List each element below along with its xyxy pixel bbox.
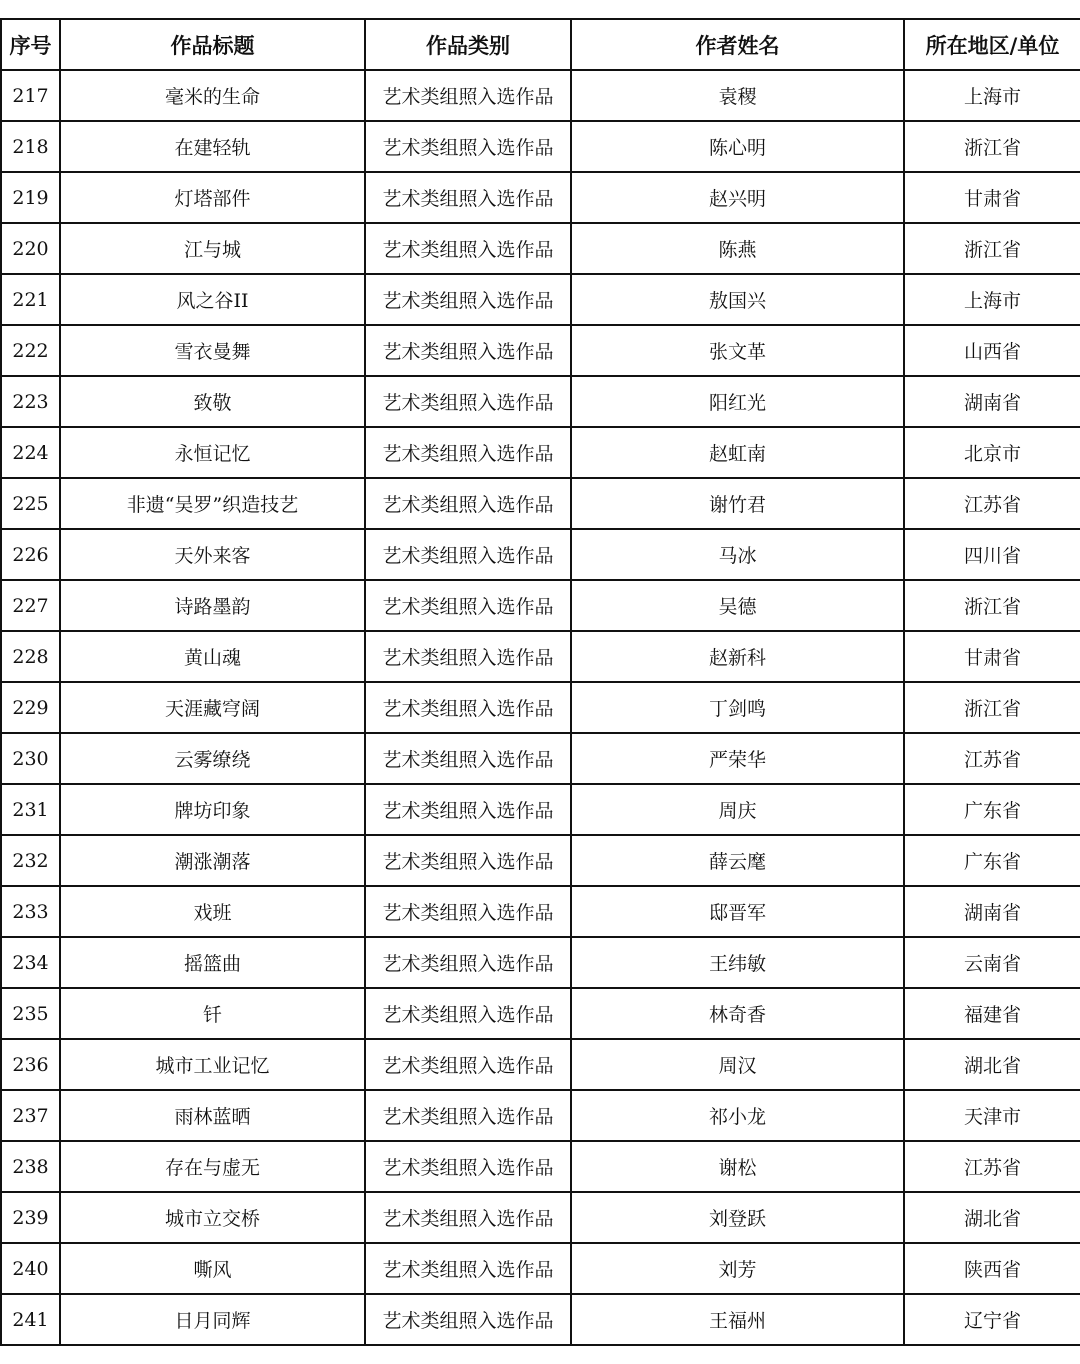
- cell-author: 敖国兴: [571, 274, 904, 325]
- cell-region: 广东省: [904, 784, 1080, 835]
- table-row: [1, 172, 1080, 223]
- cell-title: 存在与虚无: [60, 1141, 365, 1192]
- cell-region: 湖北省: [904, 1192, 1080, 1243]
- table-row: [1, 733, 1080, 784]
- cell-category: 艺术类组照入选作品: [365, 1039, 571, 1090]
- cell-region: 甘肃省: [904, 172, 1080, 223]
- cell-author: 谢松: [571, 1141, 904, 1192]
- table-row: [1, 1141, 1080, 1192]
- cell-author: 邸晋军: [571, 886, 904, 937]
- cell-title: 日月同辉: [60, 1294, 365, 1345]
- cell-title: 天涯藏穹阔: [60, 682, 365, 733]
- cell-category: 艺术类组照入选作品: [365, 682, 571, 733]
- cell-title: 在建轻轨: [60, 121, 365, 172]
- table-row: [1, 682, 1080, 733]
- cell-index: 224: [1, 427, 60, 478]
- cell-category: 艺术类组照入选作品: [365, 427, 571, 478]
- table-row: [1, 223, 1080, 274]
- cell-region: 天津市: [904, 1090, 1080, 1141]
- table-row: [1, 70, 1080, 121]
- cell-author: 阳红光: [571, 376, 904, 427]
- cell-title: 戏班: [60, 886, 365, 937]
- cell-region: 云南省: [904, 937, 1080, 988]
- cell-region: 四川省: [904, 529, 1080, 580]
- table-row: [1, 274, 1080, 325]
- cell-category: 艺术类组照入选作品: [365, 784, 571, 835]
- table-row: [1, 529, 1080, 580]
- cell-title: 灯塔部件: [60, 172, 365, 223]
- table-row: [1, 1243, 1080, 1294]
- cell-title: 雪衣曼舞: [60, 325, 365, 376]
- cell-category: 艺术类组照入选作品: [365, 478, 571, 529]
- header-region: 所在地区/单位: [904, 19, 1080, 70]
- table-row: [1, 784, 1080, 835]
- cell-author: 严荣华: [571, 733, 904, 784]
- cell-author: 袁稷: [571, 70, 904, 121]
- cell-category: 艺术类组照入选作品: [365, 937, 571, 988]
- cell-category: 艺术类组照入选作品: [365, 1243, 571, 1294]
- cell-region: 广东省: [904, 835, 1080, 886]
- cell-index: 222: [1, 325, 60, 376]
- cell-region: 浙江省: [904, 682, 1080, 733]
- cell-author: 薛云麾: [571, 835, 904, 886]
- cell-index: 240: [1, 1243, 60, 1294]
- table-row: [1, 1090, 1080, 1141]
- cell-category: 艺术类组照入选作品: [365, 631, 571, 682]
- cell-index: 227: [1, 580, 60, 631]
- cell-index: 225: [1, 478, 60, 529]
- header-title: 作品标题: [60, 19, 365, 70]
- cell-author: 赵新科: [571, 631, 904, 682]
- cell-region: 辽宁省: [904, 1294, 1080, 1345]
- cell-index: 232: [1, 835, 60, 886]
- header-author: 作者姓名: [571, 19, 904, 70]
- cell-region: 福建省: [904, 988, 1080, 1039]
- table-row: [1, 1294, 1080, 1345]
- cell-category: 艺术类组照入选作品: [365, 274, 571, 325]
- cell-index: 218: [1, 121, 60, 172]
- cell-region: 江苏省: [904, 1141, 1080, 1192]
- cell-index: 230: [1, 733, 60, 784]
- cell-index: 223: [1, 376, 60, 427]
- cell-title: 江与城: [60, 223, 365, 274]
- cell-category: 艺术类组照入选作品: [365, 1141, 571, 1192]
- cell-region: 山西省: [904, 325, 1080, 376]
- table-row: [1, 886, 1080, 937]
- table-row: [1, 427, 1080, 478]
- cell-title: 风之谷II: [60, 274, 365, 325]
- cell-index: 219: [1, 172, 60, 223]
- cell-category: 艺术类组照入选作品: [365, 70, 571, 121]
- cell-author: 刘登跃: [571, 1192, 904, 1243]
- cell-category: 艺术类组照入选作品: [365, 1294, 571, 1345]
- table-row: [1, 1039, 1080, 1090]
- cell-title: 雨林蓝晒: [60, 1090, 365, 1141]
- cell-category: 艺术类组照入选作品: [365, 988, 571, 1039]
- cell-index: 231: [1, 784, 60, 835]
- cell-index: 228: [1, 631, 60, 682]
- table-row: [1, 1192, 1080, 1243]
- cell-category: 艺术类组照入选作品: [365, 121, 571, 172]
- table-row: [1, 631, 1080, 682]
- cell-author: 赵虹南: [571, 427, 904, 478]
- cell-author: 周汉: [571, 1039, 904, 1090]
- cell-index: 235: [1, 988, 60, 1039]
- cell-region: 江苏省: [904, 478, 1080, 529]
- cell-index: 217: [1, 70, 60, 121]
- cell-author: 王纬敏: [571, 937, 904, 988]
- cell-title: 黄山魂: [60, 631, 365, 682]
- cell-region: 浙江省: [904, 580, 1080, 631]
- entries-table: [0, 18, 1080, 1346]
- cell-category: 艺术类组照入选作品: [365, 529, 571, 580]
- cell-region: 上海市: [904, 70, 1080, 121]
- cell-index: 237: [1, 1090, 60, 1141]
- cell-category: 艺术类组照入选作品: [365, 325, 571, 376]
- cell-index: 220: [1, 223, 60, 274]
- table-row: [1, 325, 1080, 376]
- header-index: 序号: [1, 19, 60, 70]
- entries-table-container: [0, 18, 1080, 1346]
- table-header: [1, 19, 1080, 70]
- cell-author: 丁剑鸣: [571, 682, 904, 733]
- cell-author: 赵兴明: [571, 172, 904, 223]
- cell-author: 刘芳: [571, 1243, 904, 1294]
- cell-title: 云雾缭绕: [60, 733, 365, 784]
- cell-author: 马冰: [571, 529, 904, 580]
- cell-title: 诗路墨韵: [60, 580, 365, 631]
- cell-title: 潮涨潮落: [60, 835, 365, 886]
- cell-author: 张文革: [571, 325, 904, 376]
- cell-title: 致敬: [60, 376, 365, 427]
- cell-category: 艺术类组照入选作品: [365, 1192, 571, 1243]
- cell-title: 永恒记忆: [60, 427, 365, 478]
- cell-category: 艺术类组照入选作品: [365, 172, 571, 223]
- cell-region: 江苏省: [904, 733, 1080, 784]
- cell-category: 艺术类组照入选作品: [365, 733, 571, 784]
- cell-region: 北京市: [904, 427, 1080, 478]
- cell-title: 非遗“吴罗”织造技艺: [60, 478, 365, 529]
- cell-author: 谢竹君: [571, 478, 904, 529]
- table-row: [1, 937, 1080, 988]
- cell-region: 浙江省: [904, 223, 1080, 274]
- header-row: [1, 19, 1080, 70]
- cell-author: 陈心明: [571, 121, 904, 172]
- cell-title: 毫米的生命: [60, 70, 365, 121]
- cell-category: 艺术类组照入选作品: [365, 1090, 571, 1141]
- cell-index: 238: [1, 1141, 60, 1192]
- cell-title: 摇篮曲: [60, 937, 365, 988]
- table-row: [1, 580, 1080, 631]
- cell-category: 艺术类组照入选作品: [365, 376, 571, 427]
- cell-region: 浙江省: [904, 121, 1080, 172]
- cell-index: 234: [1, 937, 60, 988]
- table-body: [1, 70, 1080, 1345]
- cell-category: 艺术类组照入选作品: [365, 223, 571, 274]
- cell-title: 城市立交桥: [60, 1192, 365, 1243]
- cell-index: 226: [1, 529, 60, 580]
- table-row: [1, 988, 1080, 1039]
- cell-author: 祁小龙: [571, 1090, 904, 1141]
- cell-title: 嘶风: [60, 1243, 365, 1294]
- cell-index: 241: [1, 1294, 60, 1345]
- cell-index: 229: [1, 682, 60, 733]
- cell-index: 239: [1, 1192, 60, 1243]
- cell-region: 甘肃省: [904, 631, 1080, 682]
- table-row: [1, 376, 1080, 427]
- cell-region: 上海市: [904, 274, 1080, 325]
- header-category: 作品类别: [365, 19, 571, 70]
- cell-title: 天外来客: [60, 529, 365, 580]
- cell-region: 湖南省: [904, 886, 1080, 937]
- cell-category: 艺术类组照入选作品: [365, 886, 571, 937]
- cell-index: 233: [1, 886, 60, 937]
- cell-author: 吴德: [571, 580, 904, 631]
- cell-region: 湖北省: [904, 1039, 1080, 1090]
- cell-author: 王福州: [571, 1294, 904, 1345]
- cell-region: 陕西省: [904, 1243, 1080, 1294]
- cell-category: 艺术类组照入选作品: [365, 835, 571, 886]
- table-row: [1, 121, 1080, 172]
- cell-title: 牌坊印象: [60, 784, 365, 835]
- cell-author: 周庆: [571, 784, 904, 835]
- cell-region: 湖南省: [904, 376, 1080, 427]
- cell-category: 艺术类组照入选作品: [365, 580, 571, 631]
- table-row: [1, 835, 1080, 886]
- cell-index: 221: [1, 274, 60, 325]
- cell-index: 236: [1, 1039, 60, 1090]
- cell-author: 陈燕: [571, 223, 904, 274]
- cell-title: 城市工业记忆: [60, 1039, 365, 1090]
- table-row: [1, 478, 1080, 529]
- cell-author: 林奇香: [571, 988, 904, 1039]
- cell-title: 钎: [60, 988, 365, 1039]
